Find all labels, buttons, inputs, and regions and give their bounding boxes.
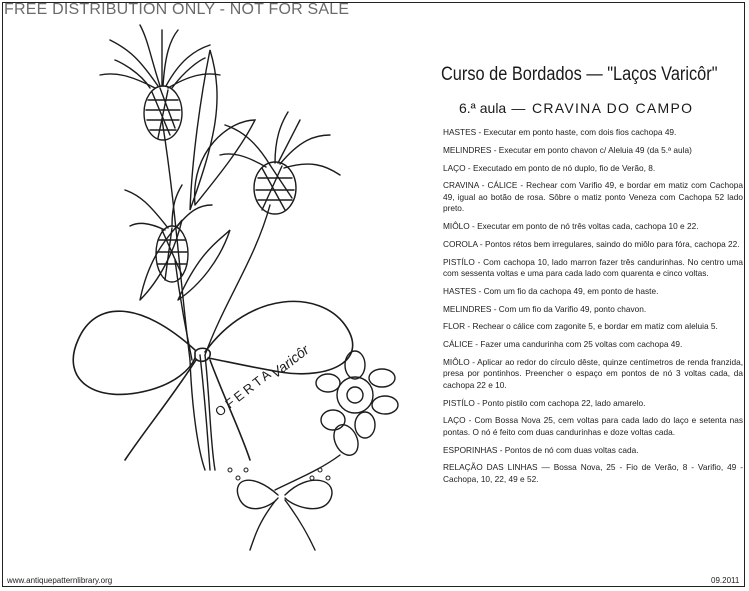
ribbon-text-varicor: Varicôr [267, 341, 312, 382]
instruction-entry: CRAVINA - CÁLICE - Rechear com Varifio 49, e bordar em matiz com Cachopa 49, igual ao botão de rosa. Sôbre o matiz ponto Veneza com Cachopa 52 lado preto. [443, 180, 743, 214]
thistle-flower-right [220, 112, 340, 214]
instruction-entry: MELINDRES - Com um fio da Varifio 49, ponto chavon. [443, 303, 647, 314]
instruction-entry: CÁLICE - Fazer uma candurinha com 25 voltas com cachopa 49. [443, 339, 683, 350]
instruction-entry: MIÔLO - Executar em ponto de nó três voltas cada, cachopa 10 e 22. [443, 221, 699, 231]
daisy-flower [275, 351, 398, 490]
ribbon-text-oferta: OFERTA [211, 364, 276, 420]
lesson-title [459, 100, 693, 116]
footer-website: www.antiquepatternlibrary.org [7, 576, 113, 585]
lesson-subject: CRAVINA DO CAMPO [531, 100, 694, 116]
course-heading: Curso de Bordados — "Laços Varicôr" [441, 64, 718, 85]
ribbon-bow [73, 301, 352, 460]
stem [205, 355, 215, 470]
instruction-list [443, 127, 743, 492]
watermark-text: FREE DISTRIBUTION ONLY - NOT FOR SALE [4, 1, 350, 18]
stem [200, 355, 210, 470]
instruction-entry: ESPORINHAS - Pontos de nó com duas voltas cada. [443, 444, 639, 455]
small-bow [237, 480, 332, 550]
instruction-entry: COROLA - Pontos rétos bem irregulares, saindo do miôlo para fóra, cachopa 22. [443, 238, 740, 249]
lesson-dash: — [511, 100, 527, 116]
instruction-entry: MELINDRES - Executar em ponto chavon c/ Aleluia 49 (da 5.ª aula) [443, 144, 692, 155]
instruction-entry: LAÇO - Com Bossa Nova 25, cem voltas para cada lado do laço e setenta nas pontas. O nó é feito com duas candurinhas e doze voltas cada. [443, 415, 743, 437]
stem [205, 205, 270, 355]
lesson-number: 6.ª aula [459, 100, 507, 116]
instruction-entry: PISTÍLO - Com cachopa 10, lado marron fazer três candurinhas. No centro uma com sessenta voltas e uma para cada lado com quarenta e cinco voltas. [443, 256, 743, 278]
instruction-entry: RELAÇÃO DAS LINHAS — Bossa Nova, 25 - Fio de Verão, 8 - Varifio, 49 - Cachopa, 10, 22, 49 e 52. [443, 462, 743, 484]
instruction-entry: FLOR - Rechear o cálice com zagonite 5, e bordar em matiz com aleluia 5. [443, 321, 718, 332]
leaf [195, 120, 255, 205]
instruction-entry: HASTES - Com um fio da cachopa 49, em ponto de haste. [443, 285, 659, 296]
instruction-entry: HASTES - Executar em ponto haste, com dois fios cachopa 49. [443, 127, 677, 137]
thistle-flower-top [100, 25, 220, 140]
instruction-entry: PISTÍLO - Ponto pistilo com cachopa 22, lado amarelo. [443, 397, 646, 408]
instruction-entry: LAÇO - Executado em ponto de nó duplo, fio de Verão, 8. [443, 162, 656, 173]
footer-date: 09.2011 [711, 576, 740, 585]
instruction-entry: MIÔLO - Aplicar ao redor do círculo dêste, quinze centímetros de renda franzida, presa por pontinhos. Preencher o espaço em pontos de nó 3 voltas cada, da cachopa 22 e 10. [443, 356, 743, 390]
